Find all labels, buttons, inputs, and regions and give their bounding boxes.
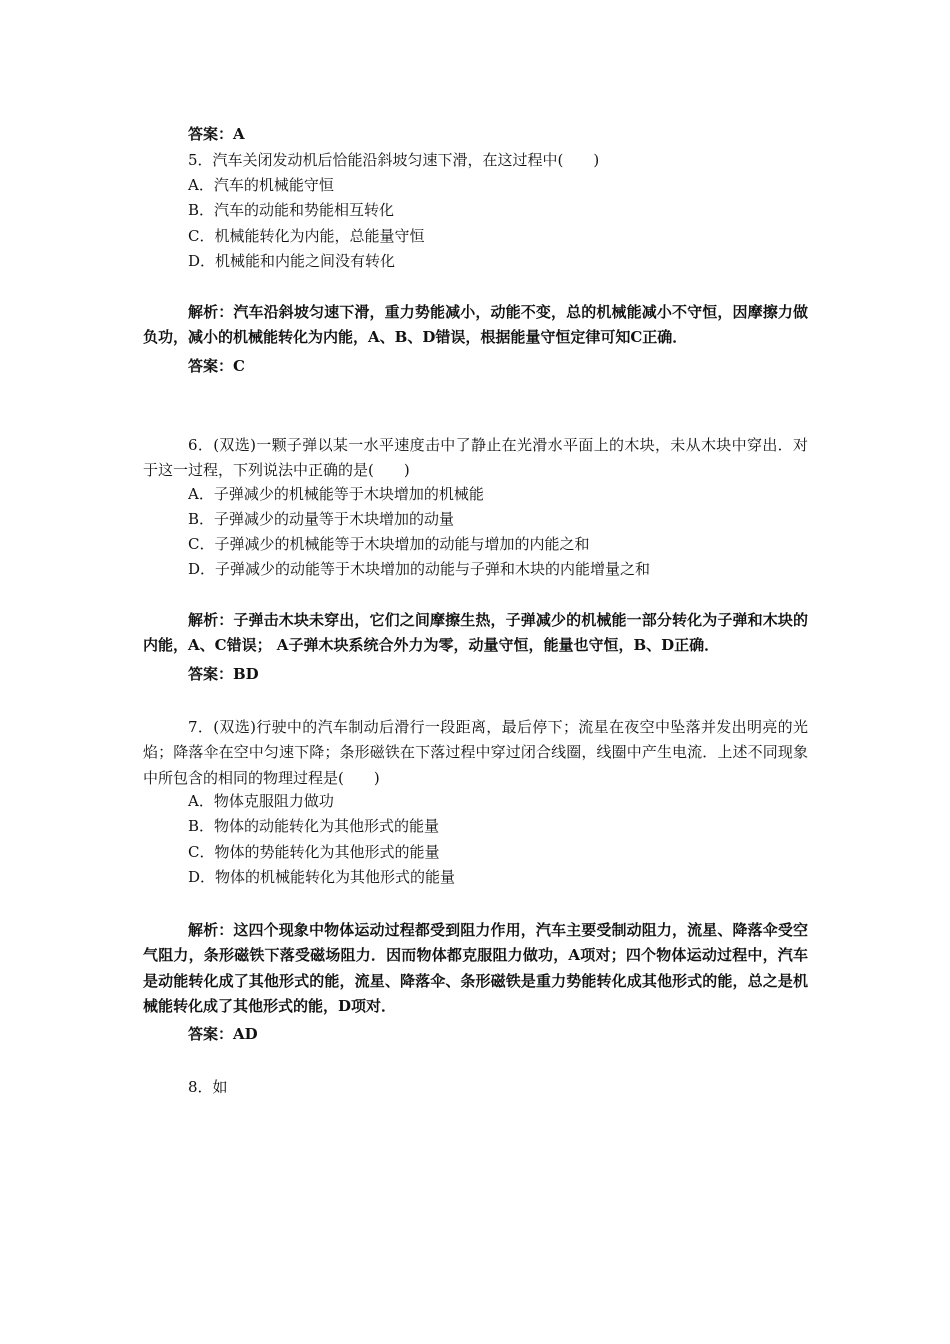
question-6-option-b: B．子弹减少的动量等于木块增加的动量 [188,510,455,528]
question-6-option-c: C．子弹减少的机械能等于木块增加的动能与增加的内能之和 [188,535,590,553]
question-5-analysis: 解析：汽车沿斜坡匀速下滑，重力势能减小，动能不变，总的机械能减小不守恒，因摩擦力做负功，减小的机械能转化为内能，A、B、D错误，根据能量守恒定律可知C正确． [143,303,808,347]
question-7-option-c: C．物体的势能转化为其他形式的能量 [188,843,440,861]
question-6-stem: 6．(双选)一颗子弹以某一水平速度击中了静止在光滑水平面上的木块，未从木块中穿出．对于这一过程，下列说法中正确的是( ) [143,436,808,480]
question-7-option-d: D．物体的机械能转化为其他形式的能量 [188,868,456,886]
question-7-option-a: A．物体克服阻力做功 [188,792,334,810]
question-7-answer: 答案：AD [188,1025,258,1043]
question-6-option-d: D．子弹减少的动能等于木块增加的动能与子弹和木块的内能增量之和 [188,560,651,578]
question-7-stem: 7．(双选)行驶中的汽车制动后滑行一段距离，最后停下；流星在夜空中坠落并发出明亮的光焰；降落伞在空中匀速下降；条形磁铁在下落过程中穿过闭合线圈，线圈中产生电流．上述不同现象中所包含的相同的物理过程是( ) [143,718,808,787]
question-5-option-d: D．机械能和内能之间没有转化 [188,252,396,270]
question-5-option-c: C．机械能转化为内能，总能量守恒 [188,227,425,245]
question-5-option-b: B．汽车的动能和势能相互转化 [188,201,395,219]
question-5-answer: 答案：C [188,357,245,375]
question-6-option-a: A．子弹减少的机械能等于木块增加的机械能 [188,485,484,503]
question-5-option-a: A．汽车的机械能守恒 [188,176,334,194]
question-6-answer: 答案：BD [188,665,259,683]
question-7-option-b: B．物体的动能转化为其他形式的能量 [188,817,440,835]
question-6-analysis: 解析：子弹击木块未穿出，它们之间摩擦生热，子弹减少的机械能一部分转化为子弹和木块的内能，A、C错误； A子弹木块系统合外力为零，动量守恒，能量也守恒，B、D正确． [143,611,808,655]
question-7-analysis: 解析：这四个现象中物体运动过程都受到阻力作用，汽车主要受制动阻力，流星、降落伞受空气阻力，条形磁铁下落受磁场阻力．因而物体都克服阻力做功，A项对；四个物体运动过程中，汽车是动能转化成了其他形式的能，流星、降落伞、条形磁铁是重力势能转化成其他形式的能，总之是机械能转化成了其他形式的能，D项对． [143,921,808,1015]
question-8-stem: 8．如 [188,1078,228,1096]
question-5-stem: 5．汽车关闭发动机后恰能沿斜坡匀速下滑，在这过程中( ) [188,151,600,169]
answer-q4: 答案：A [188,125,245,143]
